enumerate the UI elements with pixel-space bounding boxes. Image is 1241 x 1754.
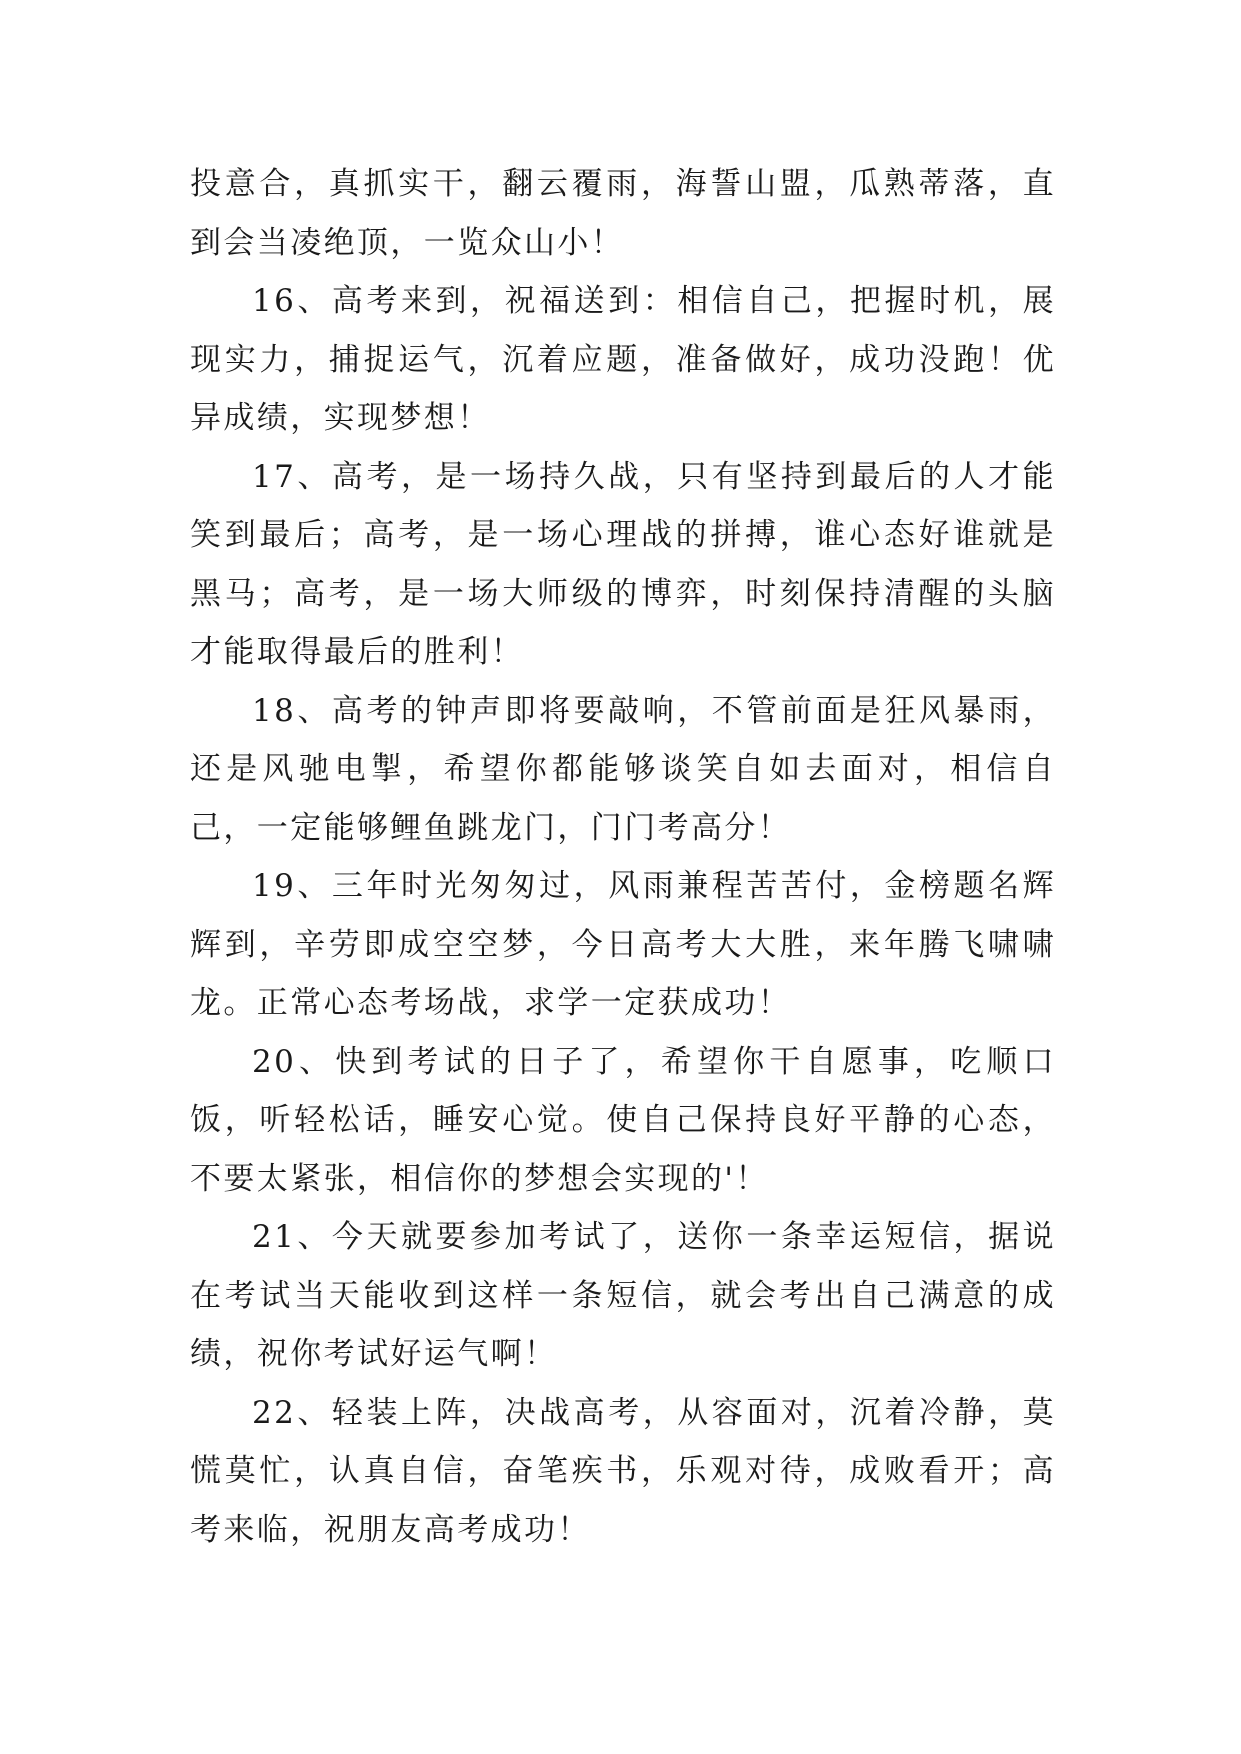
blessing-item-22: 22、轻装上阵，决战高考，从容面对，沉着冷静，莫慌莫忙，认真自信，奋笔疾书，乐观对待，成败看开；高考来临，祝朋友高考成功！ — [190, 1394, 1056, 1548]
document-body — [190, 155, 1056, 1559]
paragraph-continuation: 投意合，真抓实干，翻云覆雨，海誓山盟，瓜熟蒂落，直到会当凌绝顶，一览众山小！ — [190, 166, 1056, 261]
blessing-item-18: 18、高考的钟声即将要敲响，不管前面是狂风暴雨，还是风驰电掣，希望你都能够谈笑自如去面对，相信自己，一定能够鲤鱼跳龙门，门门考高分！ — [190, 692, 1056, 846]
blessing-item-19: 19、三年时光匆匆过，风雨兼程苦苦付，金榜题名辉辉到，辛劳即成空空梦，今日高考大大胜，来年腾飞啸啸龙。正常心态考场战，求学一定获成功！ — [190, 868, 1056, 1021]
blessing-item-21: 21、今天就要参加考试了，送你一条幸运短信，据说在考试当天能收到这样一条短信，就会考出自己满意的成绩，祝你考试好运气啊！ — [190, 1219, 1056, 1372]
blessing-item-20: 20、快到考试的日子了，希望你干自愿事，吃顺口饭，听轻松话，睡安心觉。使自己保持良好平静的心态，不要太紧张，相信你的梦想会实现的'！ — [190, 1043, 1056, 1197]
blessing-item-17: 17、高考，是一场持久战，只有坚持到最后的人才能笑到最后；高考，是一场心理战的拼搏，谁心态好谁就是黑马；高考，是一场大师级的博弈，时刻保持清醒的头脑才能取得最后的胜利！ — [190, 458, 1056, 670]
blessing-item-16: 16、高考来到，祝福送到：相信自己，把握时机，展现实力，捕捉运气，沉着应题，准备做好，成功没跑！优异成绩，实现梦想！ — [190, 283, 1056, 436]
